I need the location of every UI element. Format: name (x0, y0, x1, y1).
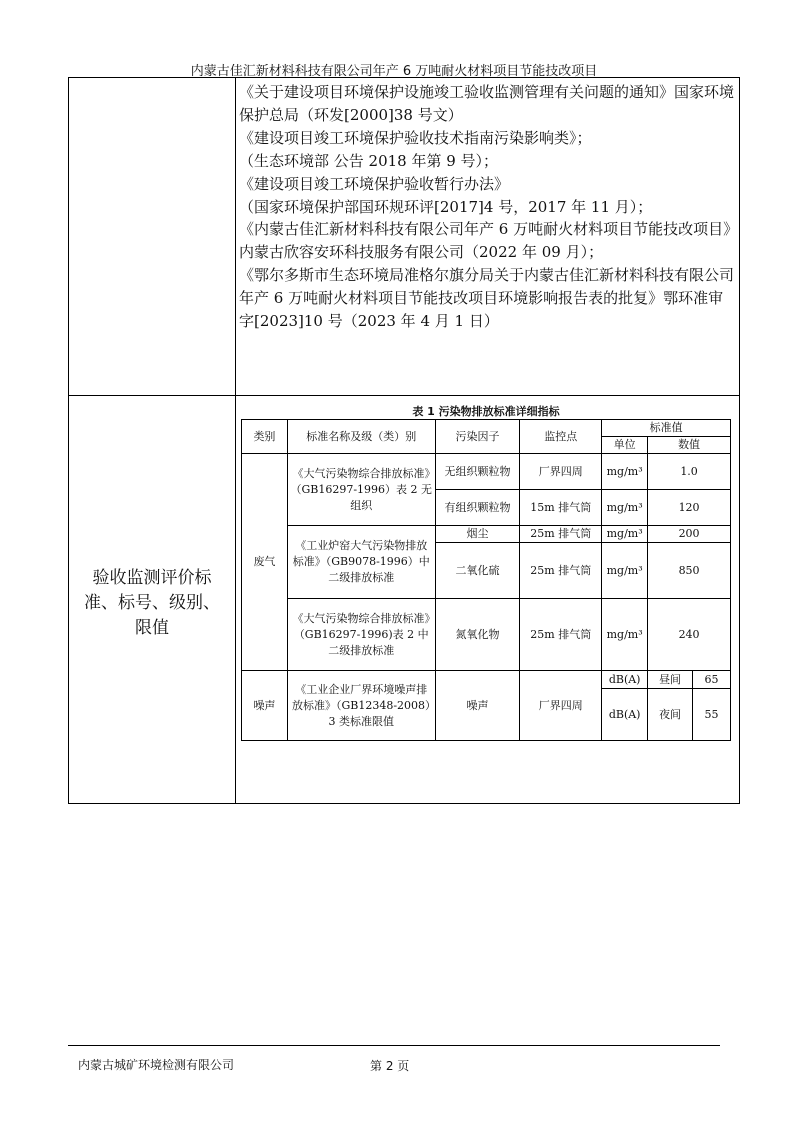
value-cell: 200 (648, 526, 731, 543)
section-label: 验收监测评价标准、标号、级别、限值 (84, 568, 220, 638)
point-cell: 15m 排气筒 (520, 490, 602, 526)
page-header-title: 内蒙古佳汇新材料科技有限公司年产 6 万吨耐火材料项目节能技改项目 (190, 64, 598, 79)
section-label-cell (69, 396, 236, 803)
unit-cell: dB(A) (602, 689, 648, 741)
value-cell: 1.0 (648, 454, 731, 490)
category-exhaust: 废气 (242, 454, 288, 671)
header-point: 监控点 (520, 420, 602, 454)
header-value-group: 标准值 (602, 420, 731, 437)
header-unit: 单位 (602, 437, 648, 454)
category-noise: 噪声 (242, 671, 288, 741)
point-cell: 厂界四周 (520, 671, 602, 741)
reference-item: （生态环境部 公告 2018 年第 9 号）； (239, 151, 499, 170)
point-cell: 厂界四周 (520, 454, 602, 490)
factor-cell: 无组织颗粒物 (435, 454, 520, 490)
factor-cell: 氮氧化物 (435, 599, 520, 671)
point-cell: 25m 排气筒 (520, 526, 602, 543)
unit-cell: mg/m³ (602, 526, 648, 543)
unit-cell: mg/m³ (602, 543, 648, 599)
value-cell: 850 (648, 543, 731, 599)
value-cell: 240 (648, 599, 731, 671)
point-cell: 25m 排气筒 (520, 543, 602, 599)
footer-divider (68, 1045, 720, 1046)
value-cell: 65 (693, 671, 731, 689)
references-label-cell (69, 78, 236, 395)
unit-cell: mg/m³ (602, 599, 648, 671)
unit-cell: dB(A) (602, 671, 648, 689)
reference-item: （国家环境保护部国环规环评[2017]4 号，2017 年 11 月）； (239, 197, 653, 216)
standard-cell: 《大气污染物综合排放标准》（GB16297-1996）表 2 无组织 (287, 454, 435, 526)
factor-cell: 噪声 (435, 671, 520, 741)
value-cell: 120 (648, 490, 731, 526)
factor-cell: 烟尘 (435, 526, 520, 543)
reference-item: 《内蒙古佳汇新材料科技有限公司年产 6 万吨耐火材料项目节能技改项目》内蒙古欣容安环科技服务有限公司（2022 年 09 月）； (239, 220, 731, 262)
reference-item: 《建设项目竣工环境保护验收暂行办法》 (239, 174, 510, 193)
header-value: 数值 (648, 437, 731, 454)
factor-cell: 二氧化硫 (435, 543, 520, 599)
footer-company: 内蒙古城矿环境检测有限公司 (78, 1058, 235, 1072)
point-cell: 25m 排气筒 (520, 599, 602, 671)
value-cell: 55 (693, 689, 731, 741)
standard-cell: 《大气污染物综合排放标准》（GB16297-1996)表 2 中二级排放标准 (287, 599, 435, 671)
table-row (242, 671, 731, 689)
table-row (242, 526, 731, 543)
page-number: 第 2 页 (370, 1059, 410, 1073)
emission-standards-table (241, 419, 731, 741)
header-category: 类别 (242, 420, 288, 454)
table-row (242, 454, 731, 490)
unit-cell: mg/m³ (602, 454, 648, 490)
references-cell (236, 78, 740, 395)
standard-cell: 《工业企业厂界环境噪声排放标准》（GB12348-2008）3 类标准限值 (287, 671, 435, 741)
header-standard: 标准名称及级（类）别 (287, 420, 435, 454)
standard-cell: 《工业炉窑大气污染物排放标准》（GB9078-1996）中二级排放标准 (287, 526, 435, 599)
reference-item: 《关于建设项目环境保护设施竣工验收监测管理有关问题的通知》国家环境保护总局（环发[2000]38 号文） (239, 83, 735, 124)
table-caption: 表 1 污染物排放标准详细指标 (412, 405, 560, 418)
header-factor: 污染因子 (435, 420, 520, 454)
reference-item: 《建设项目竣工环境保护验收技术指南污染影响类》； (239, 128, 592, 147)
reference-item: 《鄂尔多斯市生态环境局准格尔旗分局关于内蒙古佳汇新材料科技有限公司年产 6 万吨耐火材料项目节能技改项目环境影响报告表的批复》鄂环准审字[2023]10 号（2023 年 4 月 1 日） (239, 266, 735, 331)
period-cell: 昼间 (648, 671, 693, 689)
factor-cell: 有组织颗粒物 (435, 490, 520, 526)
period-cell: 夜间 (648, 689, 693, 741)
unit-cell: mg/m³ (602, 490, 648, 526)
table-row (242, 599, 731, 671)
